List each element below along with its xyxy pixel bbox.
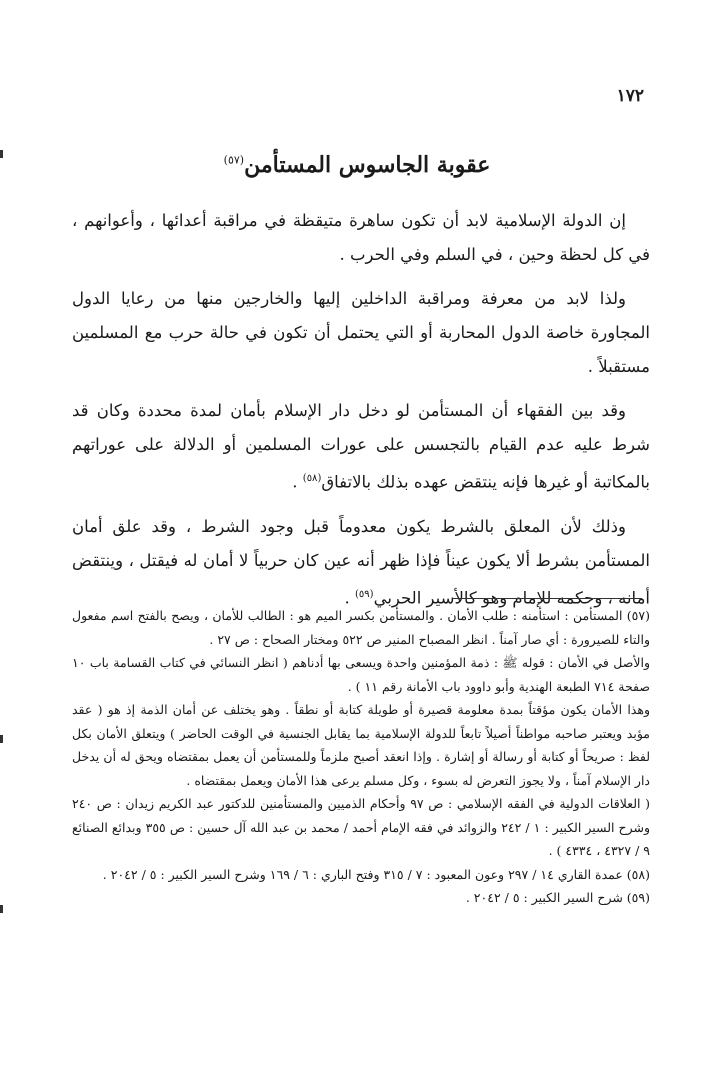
footnote-ref-59: (٥٩) bbox=[355, 588, 374, 600]
footnote-57-references: ( العلاقات الدولية في الفقه الإسلامي : ص ٩٧ وأحكام الذميين والمستأمنين للدكتور عبد الكريم زيدان : ص ٢٤٠ وشرح السير الكبير : ١ / ٢٤٢ والزوائد في فقه الإمام أحمد / محمد بن عبد الله آل حسين : ص ٣٥٥ وبدائع الصنائع ٩ / ٤٣٢٧ ، ٤٣٣٤ ) . bbox=[72, 796, 650, 858]
paragraph-4-tail: . bbox=[344, 588, 356, 607]
paragraph-4-text: وذلك لأن المعلق بالشرط يكون معدوماً قبل وجود الشرط ، وقد علق أمان المستأمن بشرط ألا يكون عيناً فإذا ظهر أنه عين كان حربياً لا أمان له فيقتل ، وينتقض أمانه ، وحكمه للإمام وهو كالأسير الحربي bbox=[72, 516, 650, 607]
footnote-divider bbox=[452, 598, 642, 599]
footnote-59: (٥٩) شرح السير الكبير : ٥ / ٢٠٤٢ . bbox=[465, 890, 650, 905]
paragraph-2 bbox=[72, 282, 650, 384]
footnote-57-intro: (٥٧) المستأمن : استأمنه : طلب الأمان . والمستأمن بكسر الميم هو : الطالب للأمان ، ويصح بالفتح اسم مفعول والتاء للصيرورة : أي صار آمناً . انظر المصباح المنير ص ٥٢٢ ومختار الصحاح : ص ٢٧ . bbox=[72, 608, 650, 647]
title-footnote-ref: (٥٧) bbox=[223, 153, 245, 167]
footnote-57-explanation: وهذا الأمان يكون مؤقتاً بمدة معلومة قصيرة أو طويلة كتابة أو نطقاً . وهو يختلف عن أمان الذمة إذ هو ( عقد مؤبد ويعتبر صاحبه مواطناً أصيلاً تابعاً للدولة الإسلامية بما يقابل الجنسية في الوقت الحاضر ) ويتعلق الأمان بكل لفظ : صريحاً أو كتابة أو رسالة أو إشارة . وإذا انعقد أصبح ملزماً وللمستأمن أن يعمل بمقتضاه ويحق له أن يدخل دار الإسلام آمناً ، ولا يجوز التعرض له بسوء ، وكل مسلم يرعى هذا الأمان ويعمل بمقتضاه . bbox=[72, 702, 650, 788]
title-text: عقوبة الجاسوس المستأمن bbox=[244, 152, 491, 178]
paragraph-4 bbox=[72, 510, 650, 616]
footnote-ref-58: (٥٨) bbox=[302, 473, 322, 484]
paragraph-3 bbox=[72, 394, 650, 500]
main-text bbox=[72, 204, 650, 625]
paragraph-2-text: ولذا لابد من معرفة ومراقبة الداخلين إليها والخارجين منها من رعايا الدول المجاورة خاصة الدول المحاربة أو التي يحتمل أن تكون في حالة حرب مع المسلمين مستقبلاً . bbox=[72, 289, 650, 376]
paragraph-3-tail: . bbox=[292, 472, 303, 492]
scan-edge-mark bbox=[0, 735, 3, 743]
page-title bbox=[0, 152, 714, 178]
footnotes bbox=[72, 604, 650, 910]
paragraph-1 bbox=[72, 204, 650, 272]
page-number: ١٧٢ bbox=[616, 86, 644, 106]
scan-edge-mark bbox=[0, 150, 3, 158]
scan-edge-mark bbox=[0, 905, 3, 913]
paragraph-3-text: وقد بين الفقهاء أن المستأمن لو دخل دار الإسلام بأمان لمدة محددة وكان قد شرط عليه عدم القيام بالتجسس على عورات المسلمين أو الدلالة على عوراتهم بالمكاتبة أو غيرها فإنه ينتقض عهده بذلك بالاتفاق bbox=[72, 401, 650, 492]
paragraph-1-text: إن الدولة الإسلامية لابد أن تكون ساهرة متيقظة في مراقبة أعدائها ، وأعوانهم ، في كل لحظة وحين ، في السلم وفي الحرب . bbox=[72, 211, 650, 264]
footnote-58: (٥٨) عمدة القاري ١٤ / ٢٩٧ وعون المعبود : ٧ / ٣١٥ وفتح الباري : ٦ / ١٦٩ وشرح السير الكبير : ٥ / ٢٠٤٢ . bbox=[102, 866, 650, 882]
footnote-57-origin: والأصل في الأمان : قوله ﷺ : ذمة المؤمنين واحدة ويسعى بها أدناهم ( انظر النسائي في كتاب القسامة باب ١٠ صفحة ٧١٤ الطبعة الهندية وأبو داوود باب الأمانة رقم ١١ ) . bbox=[72, 655, 650, 694]
